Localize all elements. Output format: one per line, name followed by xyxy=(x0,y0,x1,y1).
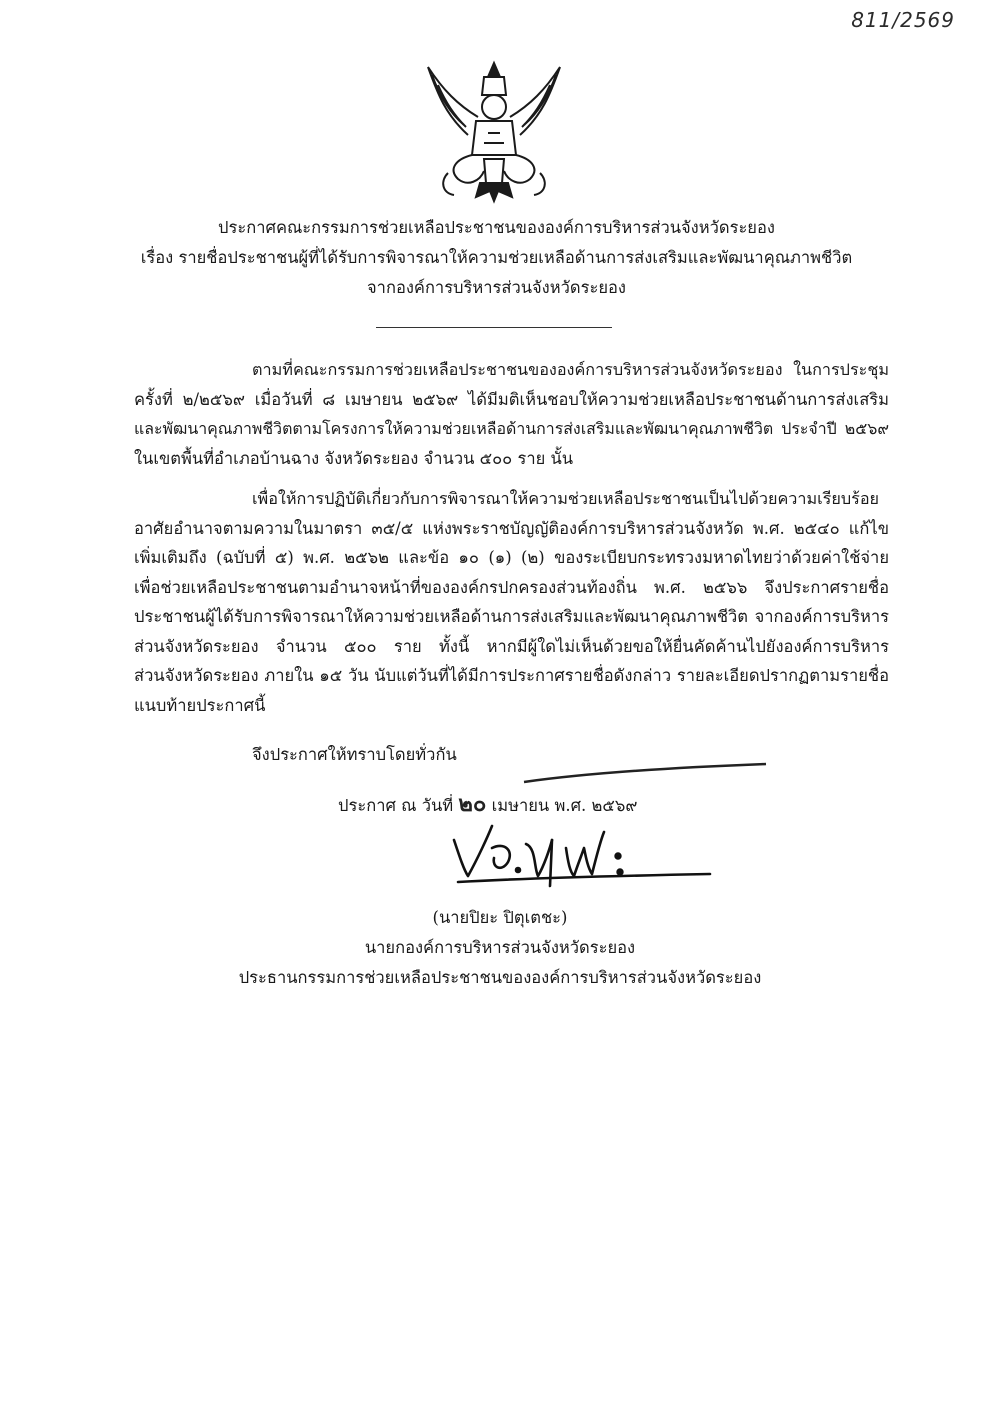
signature-icon xyxy=(448,818,718,888)
heading-line-1: ประกาศคณะกรรมการช่วยเหลือประชาชนขององค์การบริหารส่วนจังหวัดระยอง xyxy=(218,218,775,237)
signer-position-1: นายกองค์การบริหารส่วนจังหวัดระยอง xyxy=(364,938,636,957)
garuda-emblem-icon xyxy=(418,55,570,205)
signer-name: (นายปิยะ ปิตุเตชะ) xyxy=(432,908,568,927)
paragraph-1-line: ตามที่คณะกรรมการช่วยเหลือประชาชนขององค์การบริหารส่วนจังหวัดระยอง ในการประชุม xyxy=(252,360,889,379)
date-suffix: เมษายน พ.ศ. ๒๕๖๙ xyxy=(491,796,638,815)
paragraph-2-line: อาศัยอำนาจตามความในมาตรา ๓๕/๕ แห่งพระราชบัญญัติองค์การบริหารส่วนจังหวัด พ.ศ. ๒๕๔๐ แก้ไข xyxy=(134,518,889,538)
paragraph-2-line: แนบท้ายประกาศนี้ xyxy=(134,695,266,715)
paragraph-1 xyxy=(134,355,889,473)
paragraph-1-line: ในเขตพื้นที่อำเภอบ้านฉาง จังหวัดระยอง จำนวน ๕๐๐ ราย นั้น xyxy=(134,448,574,468)
announcement-heading xyxy=(100,213,893,303)
closing-statement: จึงประกาศให้ทราบโดยทั่วกัน xyxy=(252,745,457,764)
document-number: 811/2569 xyxy=(851,8,955,32)
handwritten-stroke-icon xyxy=(520,758,770,788)
paragraph-1-line: และพัฒนาคุณภาพชีวิตตามโครงการให้ความช่วยเหลือด้านการส่งเสริมและพัฒนาคุณภาพชีวิต ประจำปี ๒๕๖๙ xyxy=(134,419,889,438)
heading-line-2: เรื่อง รายชื่อประชาชนผู้ที่ได้รับการพิจารณาให้ความช่วยเหลือด้านการส่งเสริมและพัฒนาคุณภาพชีวิต xyxy=(140,248,853,267)
paragraph-2-line: เพิ่มเติมถึง (ฉบับที่ ๕) พ.ศ. ๒๕๖๒ และข้อ ๑๐ (๑) (๒) ของระเบียบกระทรวงมหาดไทยว่าด้วยค่าใช้จ่าย xyxy=(134,548,889,567)
paragraph-2-line: ส่วนจังหวัดระยอง จำนวน ๕๐๐ ราย ทั้งนี้ หากมีผู้ใดไม่เห็นด้วยขอให้ยื่นคัดค้านไปยังองค์การบริหาร xyxy=(134,636,889,656)
paragraph-1-line: ครั้งที่ ๒/๒๕๖๙ เมื่อวันที่ ๘ เมษายน ๒๕๖๙ ได้มีมติเห็นชอบให้ความช่วยเหลือประชาชนด้านการส่งเสริม xyxy=(134,389,889,409)
heading-line-3: จากองค์การบริหารส่วนจังหวัดระยอง xyxy=(367,278,626,297)
paragraph-2-line: เพื่อช่วยเหลือประชาชนตามอำนาจหน้าที่ขององค์กรปกครองส่วนท้องถิ่น พ.ศ. ๒๕๖๖ จึงประกาศรายชื่อ xyxy=(134,577,889,597)
announcement-date xyxy=(338,786,637,821)
signer-block xyxy=(200,903,800,993)
date-prefix: ประกาศ ณ วันที่ xyxy=(338,796,454,815)
paragraph-2-line: ประชาชนผู้ได้รับการพิจารณาให้ความช่วยเหลือด้านการส่งเสริมและพัฒนาคุณภาพชีวิต จากองค์การบริหาร xyxy=(134,607,889,626)
heading-separator xyxy=(376,327,612,328)
paragraph-2-line: ส่วนจังหวัดระยอง ภายใน ๑๕ วัน นับแต่วันที่ได้มีการประกาศรายชื่อดังกล่าว รายละเอียดปรากฏตามรายชื่อ xyxy=(134,666,889,685)
date-day-handwritten: ๒๐ xyxy=(458,792,487,817)
paragraph-2 xyxy=(134,484,889,720)
signer-position-2: ประธานกรรมการช่วยเหลือประชาชนขององค์การบริหารส่วนจังหวัดระยอง xyxy=(238,968,762,987)
paragraph-2-line: เพื่อให้การปฏิบัติเกี่ยวกับการพิจารณาให้ความช่วยเหลือประชาชนเป็นไปด้วยความเรียบร้อย xyxy=(252,489,880,508)
